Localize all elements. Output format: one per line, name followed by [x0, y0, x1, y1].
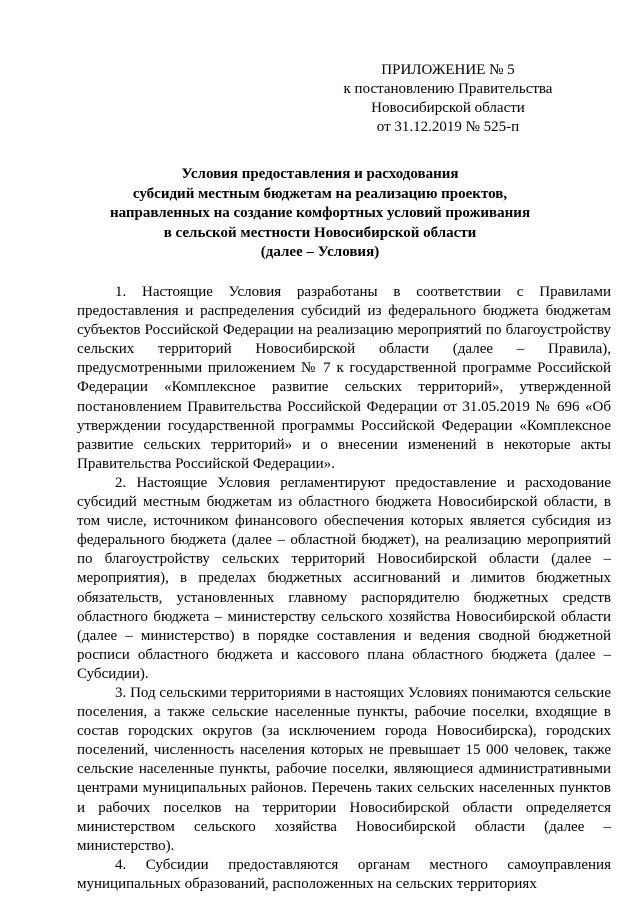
document-title — [80, 165, 560, 263]
appendix-reference: к постановлению Правительства — [343, 81, 553, 97]
appendix-block — [328, 61, 568, 137]
title-line: в сельской местности Новосибирской области — [163, 224, 477, 241]
appendix-region: Новосибирской области — [371, 100, 525, 116]
title-line: Условия предоставления и расходования — [181, 166, 459, 182]
paragraph-2: 2. Настоящие Условия регламентируют предоставление и расходование субсидий местным бюджетам из областного бюджета Новосибирской области, в том числе, источником финансового обеспечения которых является субсидия из федерального бюджета (далее – областной бюджет), на реализацию мероприятий по благоустройству сельских территорий Новосибирской области (далее – мероприятия), в пределах бюджетных ассигнований и лимитов бюджетных обязательств, установленных главному распорядителю бюджетных средств областного бюджета – министерству сельского хозяйства Новосибирской области (далее – министерство) в порядке составления и ведения сводной бюджетной росписи областного бюджета и кассового плана областного бюджета (далее – Субсидии). — [77, 474, 611, 682]
document-body — [77, 283, 611, 894]
title-line: субсидий местным бюджетам на реализацию проектов, — [132, 185, 508, 202]
paragraph-1: 1. Настоящие Условия разработаны в соответствии с Правилами предоставления и распределения субсидий из федерального бюджета бюджетам субъектов Российской Федерации на реализацию мероприятий по благоустройству сельских территорий Новосибирской области (далее – Правила), предусмотренными приложением № 7 к государственной программе Российской Федерации «Комплексное развитие сельских территорий», утвержденной постановлением Правительства Российской Федерации от 31.05.2019 № 696 «Об утверждении государственной программы Российской Федерации «Комплексное развитие сельских территорий» и о внесении изменений в некоторые акты Правительства Российской Федерации». — [77, 284, 611, 472]
title-line: направленных на создание комфортных условий проживания — [109, 205, 531, 221]
paragraph-4: 4. Субсидии предоставляются органам местного самоуправления муниципальных образований, расположенных на сельских территориях — [77, 856, 611, 892]
title-line: (далее – Условия) — [260, 244, 380, 260]
appendix-number: ПРИЛОЖЕНИЕ № 5 — [381, 62, 515, 78]
paragraph-3: 3. Под сельскими территориями в настоящих Условиях понимаются сельские поселения, а также сельские населенные пункты, рабочие поселки, входящие в состав городских округов (за исключением города Новосибирска), городских поселений, численность населения которых не превышает 15 000 человек, также сельские населенные пункты, рабочие поселки, являющиеся административными центрами муниципальных районов. Перечень таких сельских населенных пунктов и рабочих поселков на территории Новосибирской области определяется министерством сельского хозяйства Новосибирской области (далее – министерство). — [77, 684, 611, 854]
appendix-date: от 31.12.2019 № 525-п — [376, 119, 520, 135]
